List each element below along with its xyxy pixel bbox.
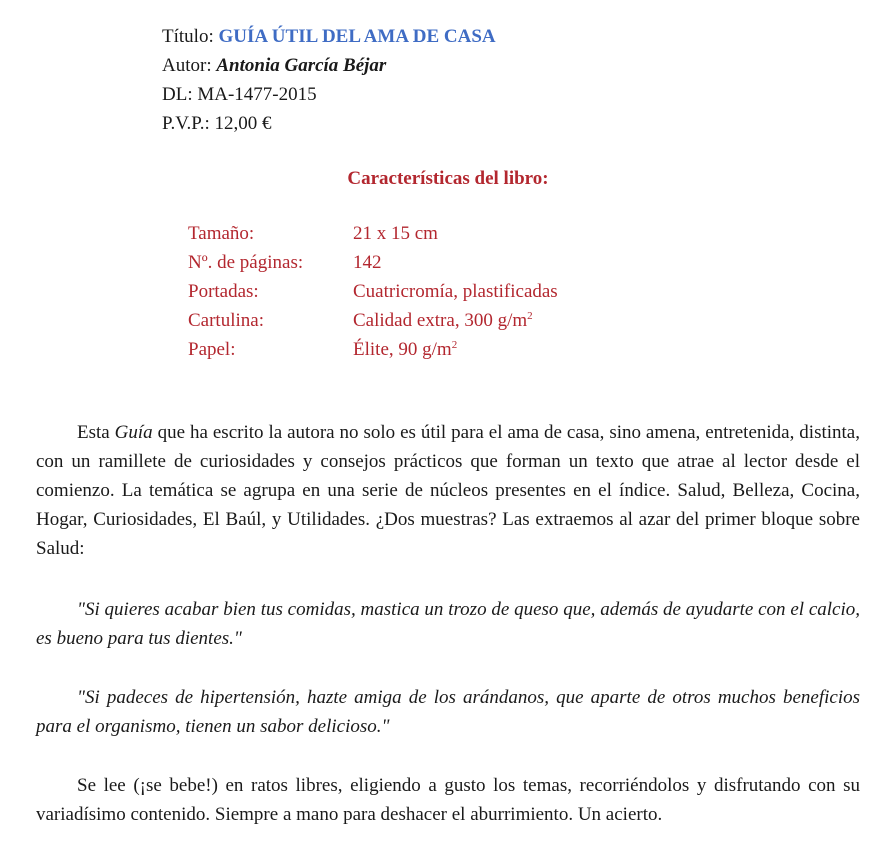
feature-value: Élite, 90 g/m (353, 339, 452, 360)
conclusion-text: Se lee (¡se bebe!) en ratos libres, eligiendo a gusto los temas, recorriéndolos y disfrutando con su variadísimo contenido. Siempre a mano para deshacer el aburrimiento. Un acierto. (36, 775, 860, 825)
quote-text: "Si quieres acabar bien tus comidas, mastica un trozo de queso que, además de ayudarte con el calcio, es bueno para tus dientes." (36, 599, 860, 649)
title-label: Título: (162, 26, 214, 47)
feature-label: Tamaño: (188, 223, 255, 244)
feature-value: Cuatricromía, plastificadas (353, 281, 558, 302)
feature-label: Portadas: (188, 281, 259, 302)
price-value: 12,00 € (214, 113, 272, 134)
book-info-header (162, 22, 862, 138)
dl-value: MA-1477-2015 (197, 84, 317, 105)
superscript: 2 (527, 310, 533, 322)
italic-word: Guía (114, 422, 153, 443)
quote-two (36, 683, 860, 741)
feature-row-size (188, 219, 558, 248)
feature-label: Nº. de páginas: (188, 252, 304, 273)
author-name: Antonia García Béjar (216, 55, 387, 76)
features-list (188, 219, 558, 364)
book-title: GUÍA ÚTIL DEL AMA DE CASA (218, 26, 496, 47)
dl-line (162, 80, 862, 109)
feature-value: Calidad extra, 300 g/m (353, 310, 528, 331)
review-paragraph-intro (36, 418, 860, 563)
text-segment: que ha escrito la autora no solo es útil para el ama de casa, sino amena, entretenida, distinta, con un ramillete de curiosidades y consejos prácticos que forman un texto que atrae al lector desde el comienzo. La temática se agrupa en una serie de núcleos presentes en el índice. Salud, Belleza, Cocina, Hogar, Curiosidades, El Baúl, y Utilidades. ¿Dos muestras? Las extraemos al azar del primer bloque sobre Salud: (36, 422, 860, 559)
feature-label: Cartulina: (188, 310, 264, 331)
feature-value: 21 x 15 cm (353, 223, 438, 244)
feature-row-pages (188, 248, 558, 277)
author-line (162, 51, 862, 80)
quote-text: "Si padeces de hipertensión, hazte amiga de los arándanos, que aparte de otros muchos beneficios para el organismo, tienen un sabor delicioso." (36, 687, 860, 737)
quote-one (36, 595, 860, 653)
feature-label: Papel: (188, 339, 236, 360)
author-label: Autor: (162, 55, 212, 76)
feature-row-covers (188, 277, 558, 306)
features-heading: Características del libro: (347, 168, 549, 189)
dl-label: DL: (162, 84, 193, 105)
feature-row-paper (188, 335, 558, 364)
superscript: 2 (451, 339, 458, 351)
feature-value: 142 (353, 252, 382, 273)
review-paragraph-conclusion (36, 771, 860, 829)
text-segment: Esta (77, 422, 115, 443)
price-label: P.V.P.: (162, 113, 210, 134)
title-line (162, 22, 862, 51)
price-line (162, 109, 862, 138)
feature-row-cardstock (188, 306, 558, 335)
